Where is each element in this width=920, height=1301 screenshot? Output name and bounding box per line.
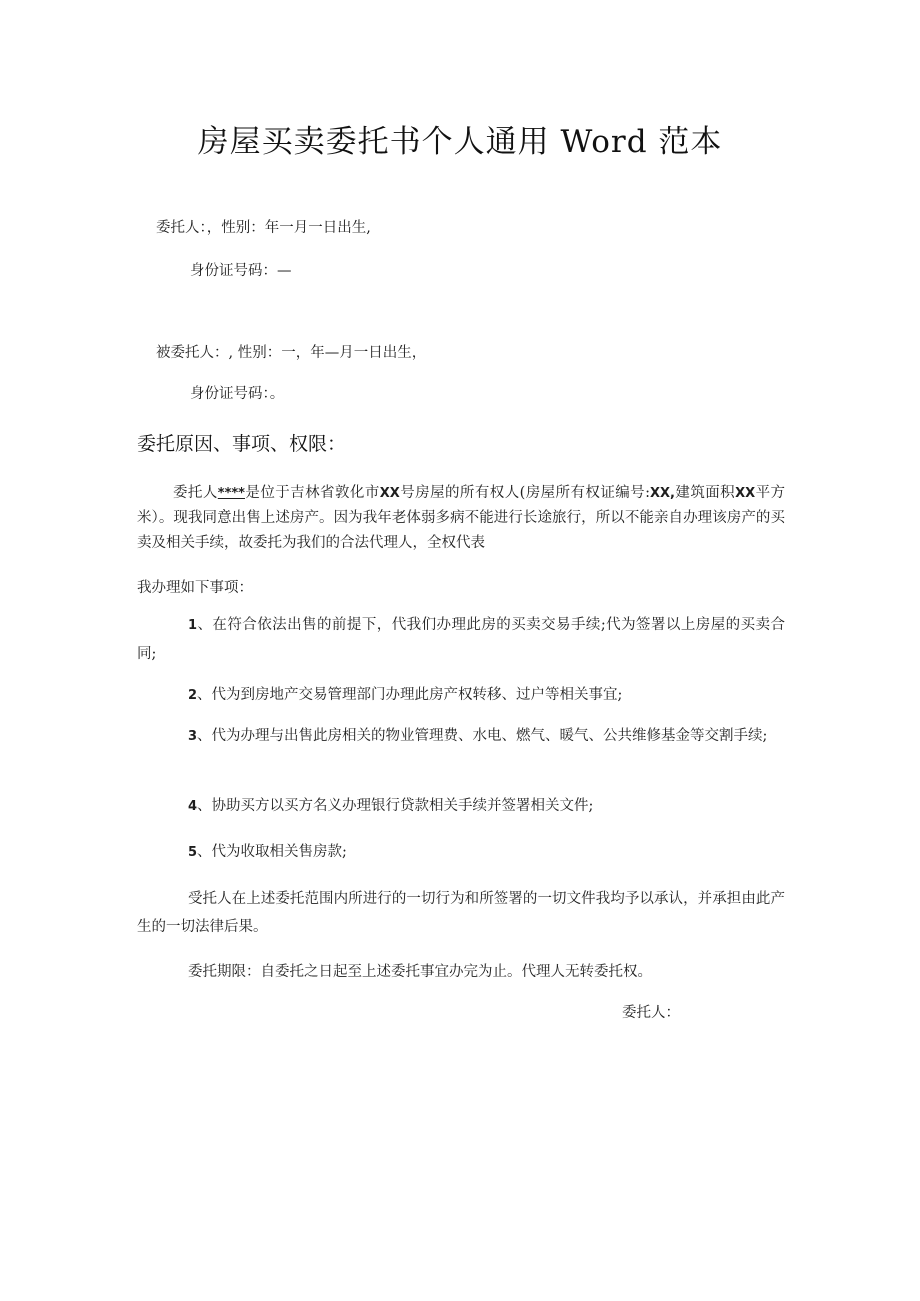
intro-text-c: 号房屋的所有权人(房屋所有权证编号: (399, 485, 650, 501)
principal-id-line: 身份证号码：— (190, 263, 292, 279)
area-placeholder: XX (735, 486, 756, 501)
certificate-number-placeholder: XX, (650, 486, 675, 501)
list-item (137, 722, 785, 751)
item-number: 3 (188, 729, 198, 744)
item-text: 、协助买方以买方名义办理银行贷款相关手续并签署相关文件; (197, 798, 594, 814)
item-text: 、在符合依法出售的前提下，代我们办理此房的买卖交易手续;代为签署以上房屋的买卖合同; (137, 617, 785, 662)
item-number: 4 (188, 799, 198, 814)
item-text: 、代为到房地产交易管理部门办理此房产权转移、过户等相关事宜; (197, 687, 623, 703)
acknowledgement-text: 受托人在上述委托范围内所进行的一切行为和所签署的一切文件我均予以承认，并承担由此产生的一切法律后果。 (137, 891, 785, 935)
intro-continuation: 我办理如下事项： (137, 580, 253, 596)
list-item (137, 681, 785, 710)
acknowledgement-paragraph (137, 885, 785, 941)
house-number-placeholder: XX (379, 486, 400, 501)
list-item (137, 611, 785, 669)
section-heading: 委托原因、事项、权限： (137, 433, 347, 455)
term-line: 委托期限：自委托之日起至上述委托事宜办完为止。代理人无转委托权。 (188, 964, 652, 980)
item-text: 、代为办理与出售此房相关的物业管理费、水电、燃气、暖气、公共维修基金等交割手续; (197, 728, 768, 744)
intro-text-d: 建筑面积 (674, 485, 736, 501)
agent-info-line: 被委托人：, 性别：一，年—月一日出生， (156, 345, 427, 361)
item-text: 、代为收取相关售房款; (197, 844, 347, 860)
list-item (137, 838, 785, 867)
list-item (137, 792, 785, 821)
document-title: 房屋买卖委托书个人通用 Word 范本 (197, 124, 723, 160)
signature-label: 委托人： (622, 1005, 680, 1021)
principal-info-line: 委托人：，性别：年一月一日出生, (156, 220, 371, 236)
intro-text-a: 委托人 (173, 485, 218, 501)
item-number: 2 (188, 688, 198, 703)
agent-id-line: 身份证号码：。 (190, 386, 285, 402)
masked-name: **** (217, 486, 245, 501)
intro-paragraph (137, 481, 785, 556)
intro-text-b: 是位于吉林省敦化市 (244, 485, 380, 501)
item-number: 5 (188, 845, 198, 860)
item-number: 1 (188, 618, 198, 633)
intro-text-e: 平方米）。现我同意出售上述房产。因为我年老体弱多病不能进行长途旅行，所以不能亲自办理该房产的买卖及相关手续，故委托为我们的合法代理人，全权代表 (137, 485, 786, 551)
